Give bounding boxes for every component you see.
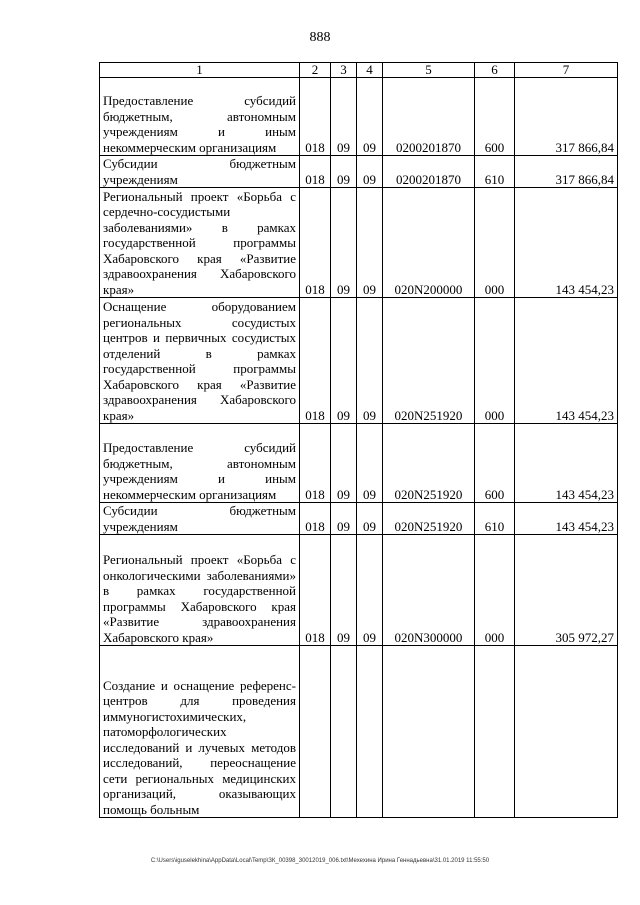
row-target-article: 020N251920 [383, 503, 475, 535]
row-admin-code: 018 [300, 535, 331, 646]
row-description: Региональный проект «Борьба с сердечно-сосудистыми заболеваниями» в рамках государственной программы Хабаровского края «Развитие здравоохранения Хабаровского края» [100, 188, 300, 298]
row-section-code: 09 [331, 188, 357, 298]
row-admin-code: 018 [300, 298, 331, 424]
row-target-article: 020N251920 [383, 424, 475, 503]
row-section-code: 09 [331, 156, 357, 188]
row-amount: 305 972,27 [515, 535, 618, 646]
row-description: Региональный проект «Борьба с онкологическими заболеваниями» в рамках государственной программы Хабаровского края «Развитие здравоохранения Хабаровского края» [100, 535, 300, 646]
row-expense-type: 000 [475, 535, 515, 646]
header-cell: 2 [300, 63, 331, 78]
row-target-article: 0200201870 [383, 156, 475, 188]
row-description: Предоставление субсидий бюджетным, автономным учреждениям и иным некоммерческим организациям [100, 78, 300, 156]
row-expense-type: 610 [475, 503, 515, 535]
row-admin-code: 018 [300, 156, 331, 188]
page-number: 888 [309, 30, 331, 45]
row-admin-code [300, 646, 331, 818]
header-cell: 3 [331, 63, 357, 78]
row-amount: 143 454,23 [515, 298, 618, 424]
row-subsection-code: 09 [357, 424, 383, 503]
row-amount: 317 866,84 [515, 156, 618, 188]
row-amount: 317 866,84 [515, 78, 618, 156]
table-row [100, 156, 618, 188]
row-amount: 143 454,23 [515, 424, 618, 503]
row-target-article: 020N200000 [383, 188, 475, 298]
row-target-article [383, 646, 475, 818]
row-target-article: 020N300000 [383, 535, 475, 646]
header-cell: 7 [515, 63, 618, 78]
row-section-code [331, 646, 357, 818]
table-row [100, 503, 618, 535]
row-amount: 143 454,23 [515, 188, 618, 298]
row-subsection-code: 09 [357, 535, 383, 646]
row-expense-type: 600 [475, 78, 515, 156]
row-expense-type: 600 [475, 424, 515, 503]
row-section-code: 09 [331, 298, 357, 424]
table-row [100, 298, 618, 424]
header-row [100, 63, 618, 78]
row-section-code: 09 [331, 78, 357, 156]
row-subsection-code [357, 646, 383, 818]
row-description: Предоставление субсидий бюджетным, автономным учреждениям и иным некоммерческим организациям [100, 424, 300, 503]
header-cell: 4 [357, 63, 383, 78]
table-row [100, 535, 618, 646]
row-expense-type: 000 [475, 188, 515, 298]
row-admin-code: 018 [300, 78, 331, 156]
table-row [100, 424, 618, 503]
row-section-code: 09 [331, 424, 357, 503]
row-amount [515, 646, 618, 818]
row-description: Субсидии бюджетным учреждениям [100, 156, 300, 188]
row-section-code: 09 [331, 535, 357, 646]
row-subsection-code: 09 [357, 298, 383, 424]
row-description: Оснащение оборудованием региональных сосудистых центров и первичных сосудистых отделений в рамках государственной программы Хабаровского края «Развитие здравоохранения Хабаровского края» [100, 298, 300, 424]
header-cell: 6 [475, 63, 515, 78]
row-section-code: 09 [331, 503, 357, 535]
header-cell: 1 [100, 63, 300, 78]
row-admin-code: 018 [300, 188, 331, 298]
row-expense-type [475, 646, 515, 818]
row-admin-code: 018 [300, 503, 331, 535]
row-amount: 143 454,23 [515, 503, 618, 535]
row-subsection-code: 09 [357, 156, 383, 188]
row-expense-type: 610 [475, 156, 515, 188]
row-target-article: 020N251920 [383, 298, 475, 424]
table-row [100, 188, 618, 298]
row-admin-code: 018 [300, 424, 331, 503]
row-subsection-code: 09 [357, 188, 383, 298]
row-description: Субсидии бюджетным учреждениям [100, 503, 300, 535]
table-body [100, 78, 618, 818]
table-row [100, 646, 618, 818]
row-description: Создание и оснащение референс-центров для проведения иммуногистохимических, патоморфологических исследований и лучевых методов исследований, переоснащение сети региональных медицинских организаций, оказывающих помощь больным [100, 646, 300, 818]
file-path-footer: C:\Users\iguselekhina\AppData\Local\Temp\ЗК_00398_30012019_006.txt\Мехехина Ирина Геннадьевна\31.01.2019 11:55:50 [150, 858, 490, 864]
budget-table [99, 62, 618, 818]
row-expense-type: 000 [475, 298, 515, 424]
table-row [100, 78, 618, 156]
row-subsection-code: 09 [357, 503, 383, 535]
row-target-article: 0200201870 [383, 78, 475, 156]
header-cell: 5 [383, 63, 475, 78]
row-subsection-code: 09 [357, 78, 383, 156]
